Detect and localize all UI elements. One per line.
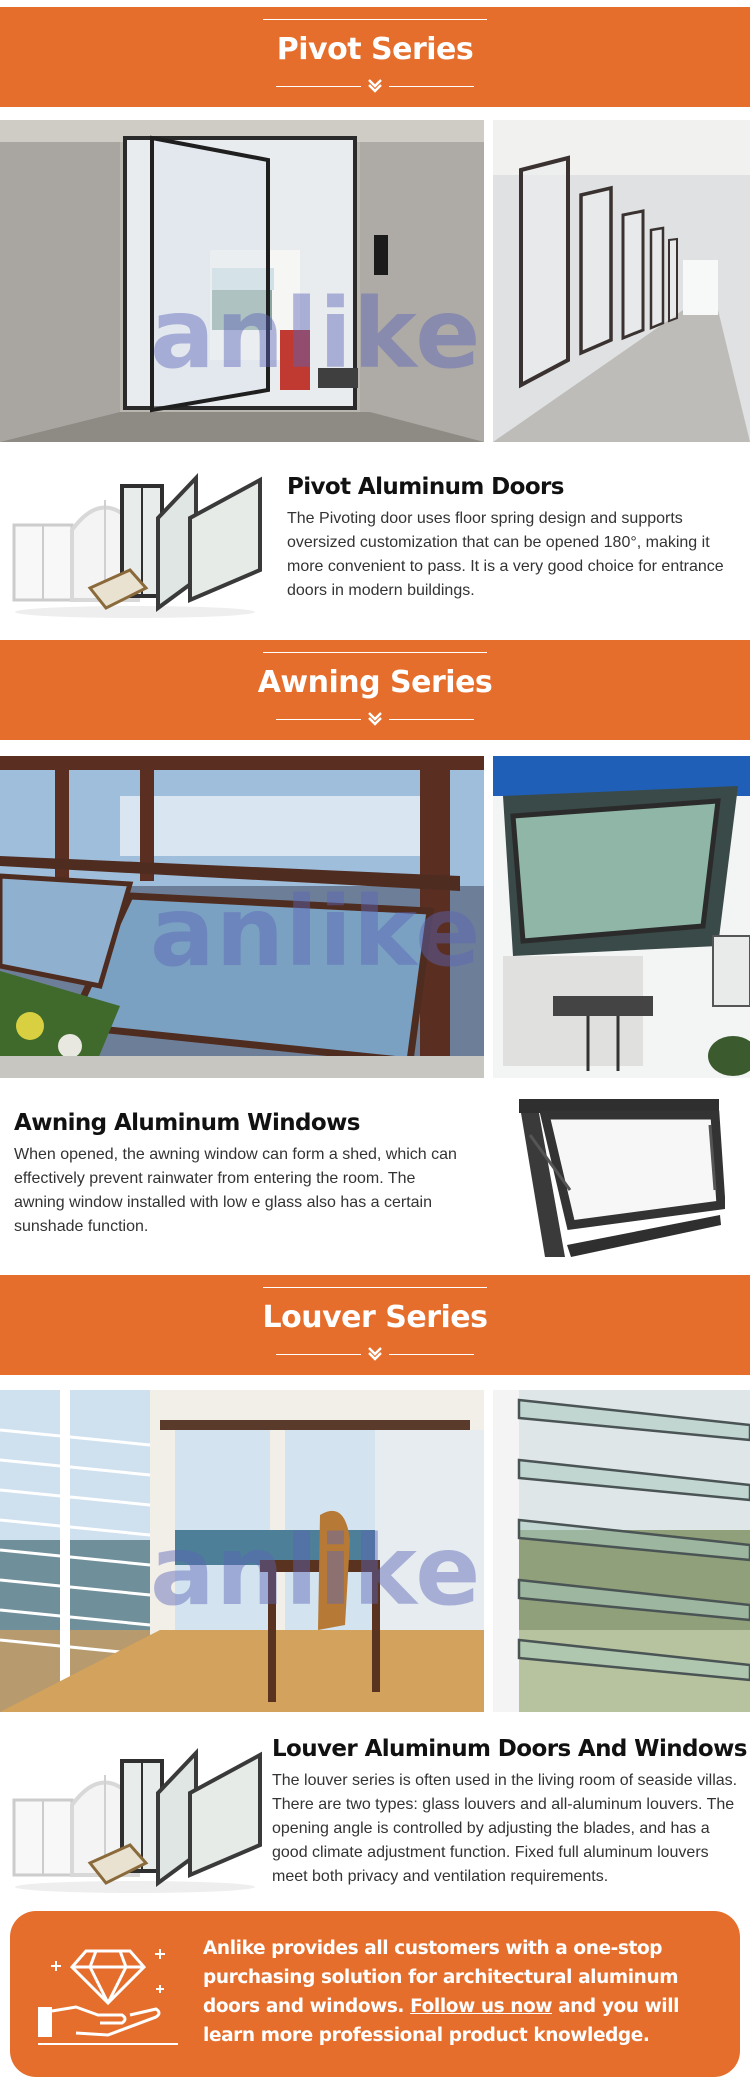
section-title: Awning Series bbox=[257, 665, 493, 700]
louver-living-room-photo bbox=[0, 1390, 484, 1712]
product-heading: Louver Aluminum Doors And Windows bbox=[272, 1736, 747, 1762]
watermark: anlike bbox=[150, 1515, 482, 1627]
awning-series-banner bbox=[0, 640, 750, 740]
louver-closeup-photo bbox=[493, 1390, 750, 1712]
banner-divider bbox=[389, 719, 474, 720]
awning-window-photo bbox=[0, 756, 484, 1078]
banner-divider bbox=[389, 86, 474, 87]
pivot-door-photo bbox=[0, 120, 484, 442]
product-heading: Awning Aluminum Windows bbox=[14, 1110, 360, 1136]
product-description: When opened, the awning window can form a shed, which can effectively prevent rainwater from entering the room. The awning window installed with low e glass also has a certain sunshade function. bbox=[14, 1146, 457, 1235]
section-title: Louver Series bbox=[262, 1300, 488, 1335]
banner-divider bbox=[276, 86, 361, 87]
chevron-down-icon bbox=[365, 710, 385, 726]
banner-divider bbox=[276, 719, 361, 720]
footer-promo-card bbox=[10, 1911, 740, 2077]
banner-divider bbox=[263, 19, 487, 20]
footer-promo-text bbox=[203, 1934, 723, 2050]
awning-kitchen-photo bbox=[493, 756, 750, 1078]
window-products-icon bbox=[10, 470, 265, 620]
watermark: anlike bbox=[150, 278, 482, 390]
louver-series-banner bbox=[0, 1275, 750, 1375]
awning-window-icon bbox=[515, 1095, 725, 1265]
pivot-series-banner bbox=[0, 7, 750, 107]
banner-divider bbox=[263, 1287, 487, 1288]
section-title: Pivot Series bbox=[276, 32, 474, 67]
chevron-down-icon bbox=[365, 77, 385, 93]
product-description: The louver series is often used in the living room of seaside villas. There are two types: glass louvers and all-aluminum louvers. The opening angle is controlled by adjusting the blades, and has a good climate adjustment function. Fixed full aluminum louvers meet both privacy and ventilation requirements. bbox=[272, 1772, 738, 1885]
product-heading: Pivot Aluminum Doors bbox=[287, 474, 564, 500]
banner-divider bbox=[389, 1354, 474, 1355]
banner-divider bbox=[263, 652, 487, 653]
chevron-down-icon bbox=[365, 1345, 385, 1361]
banner-divider bbox=[276, 1354, 361, 1355]
pivot-corridor-photo bbox=[493, 120, 750, 442]
watermark: anlike bbox=[150, 876, 482, 988]
window-products-icon bbox=[10, 1745, 265, 1895]
footer-text-part1: Anlike provides all customers with a one-stop purchasing solution for architectural aluminum doors and windows. bbox=[203, 1938, 679, 2017]
footer-text-part2: and you will learn more professional product knowledge. bbox=[203, 1996, 680, 2046]
follow-us-link[interactable]: Follow us now bbox=[410, 1996, 553, 2017]
product-description: The Pivoting door uses floor spring design and supports oversized customization that can be opened 180°, making it more convenient to pass. It is a very good choice for entrance doors in modern buildings. bbox=[287, 510, 724, 599]
diamond-hand-icon bbox=[38, 1941, 178, 2046]
